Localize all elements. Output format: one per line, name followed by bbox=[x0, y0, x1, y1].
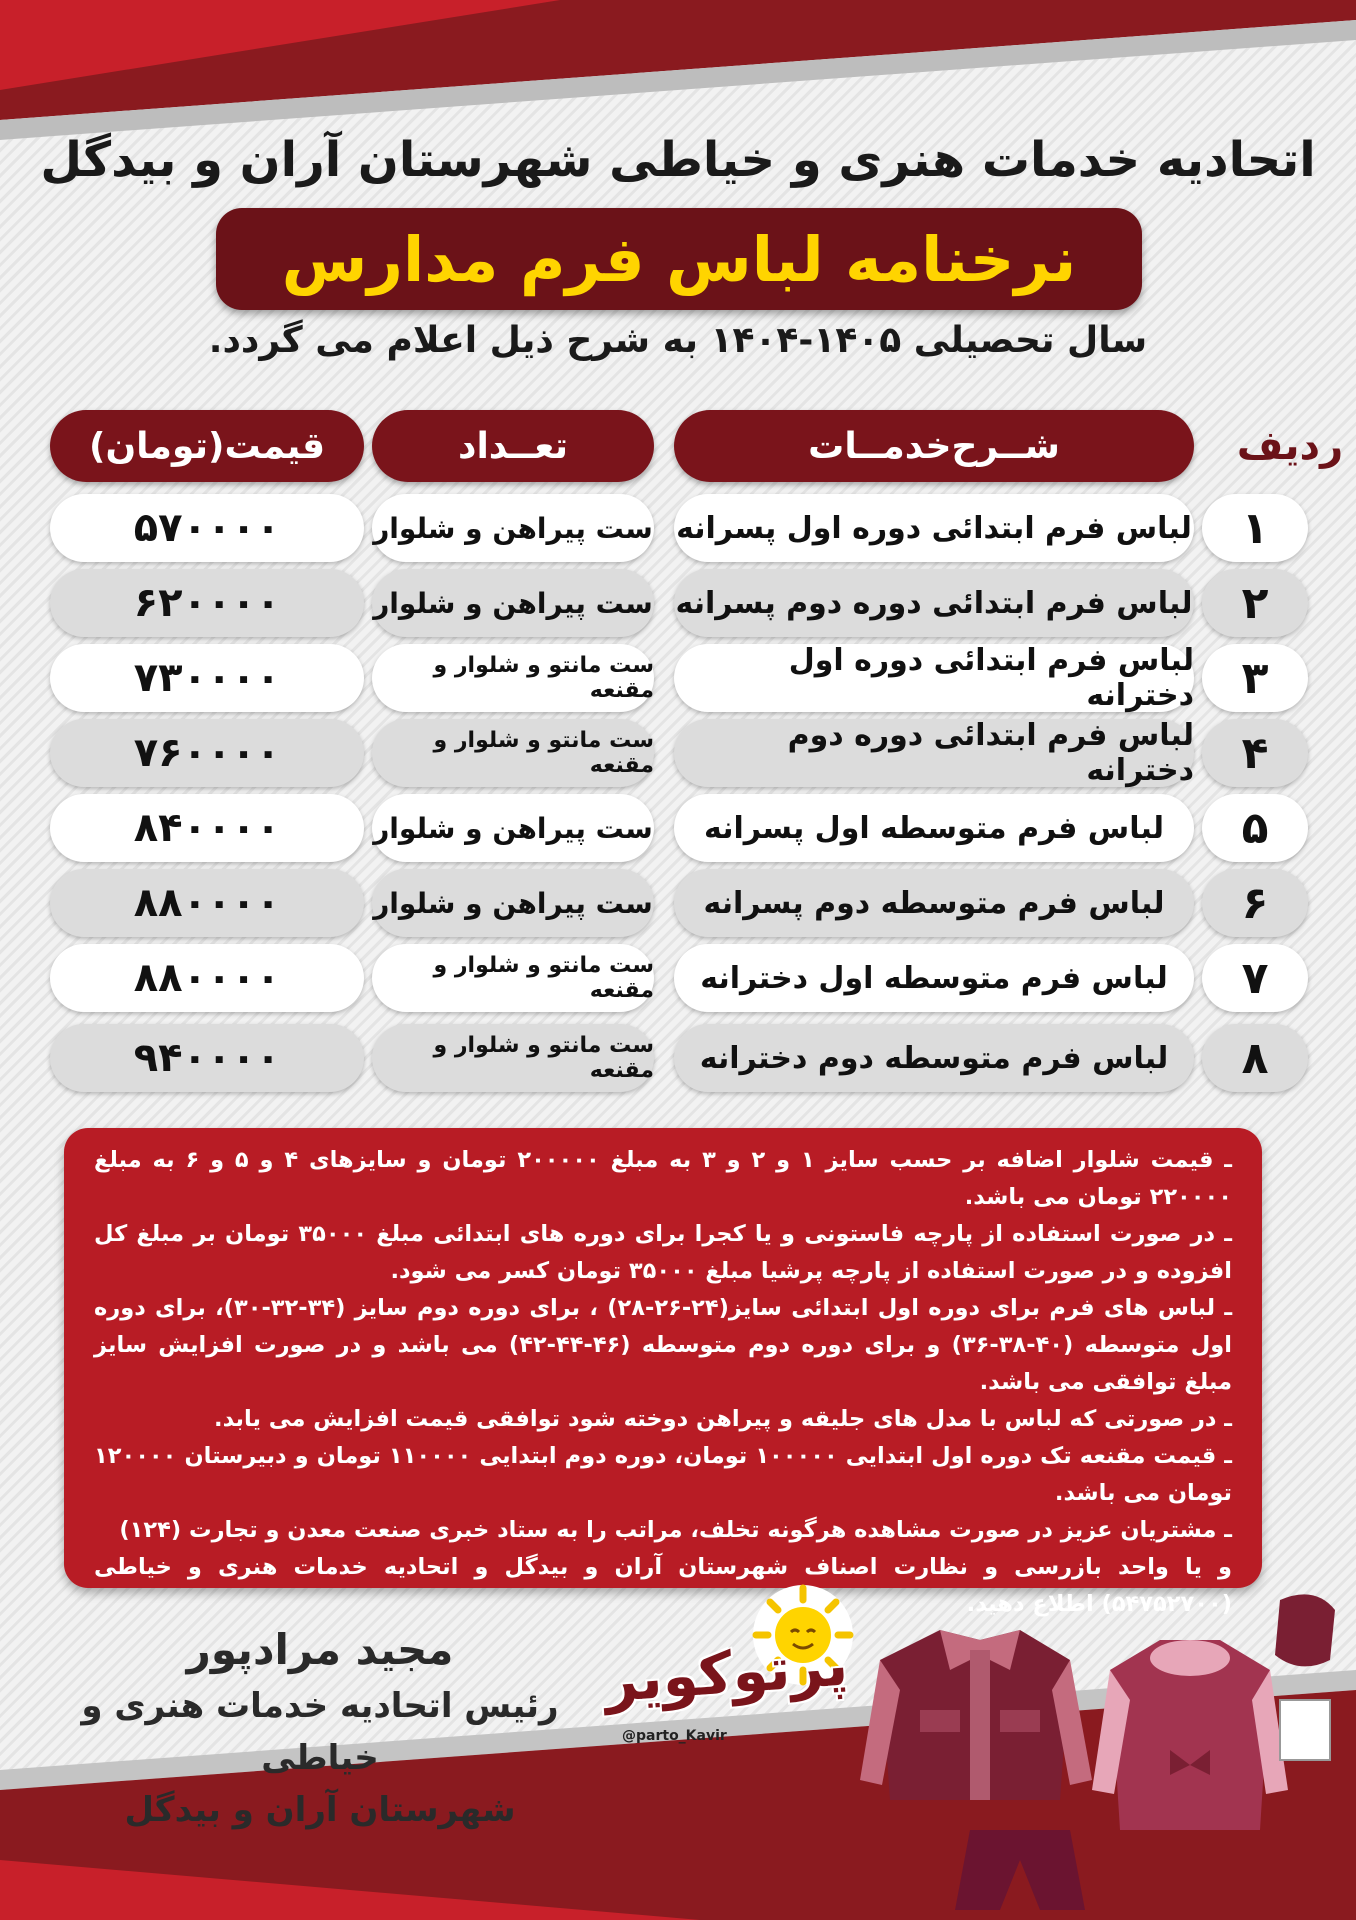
header-row-number: ردیف bbox=[1236, 423, 1344, 469]
row-description: لباس فرم ابتدائی دوره اول پسرانه bbox=[674, 494, 1194, 562]
header-quantity: تعــداد bbox=[372, 410, 654, 482]
notes-panel bbox=[64, 1128, 1262, 1617]
row-quantity: ست مانتو و شلوار و مقنعه bbox=[372, 644, 654, 712]
row-price: ۸۸۰۰۰۰ bbox=[50, 869, 364, 937]
trousers-icon bbox=[955, 1830, 1085, 1910]
row-quantity: ست پیراهن و شلوار bbox=[372, 569, 654, 637]
table-row bbox=[0, 719, 1356, 787]
note-text: ـ مشتریان عزیز در صورت مشاهده هرگونه تخلف، مراتب را به ستاد خبری صنعت معدن و تجارت (۱۲۴) bbox=[119, 1517, 1232, 1543]
row-price: ۵۷۰۰۰۰ bbox=[50, 494, 364, 562]
brand-logo bbox=[602, 1580, 888, 1744]
note-text: ـ قیمت شلوار اضافه بر حسب سایز ۱ و ۲ و ۳ به مبلغ ۲۰۰۰۰۰ تومان و سایزهای ۴ و ۵ و ۶ به مبلغ ۲۲۰۰۰۰ تومان می باشد. bbox=[94, 1147, 1232, 1210]
row-quantity: ست پیراهن و شلوار bbox=[372, 494, 654, 562]
row-description: لباس فرم ابتدائی دوره دوم پسرانه bbox=[674, 569, 1194, 637]
girl-uniform-manteau-icon bbox=[1092, 1640, 1288, 1830]
table-row bbox=[0, 494, 1356, 562]
note-text: ـ لباس های فرم برای دوره اول ابتدائی سایز(۲۴-۲۶-۲۸) ، برای دوره دوم سایز (۳۴-۳۲-۳۰)، برای دوره اول متوسطه (۴۰-۳۸-۳۶) و برای دوره دوم متوسطه (۴۶-۴۴-۴۲) می باشد و در صورت افزایش سایز مبلغ توافقی می باشد. bbox=[94, 1295, 1233, 1395]
table-row bbox=[0, 644, 1356, 712]
row-description: لباس فرم متوسطه دوم پسرانه bbox=[674, 869, 1194, 937]
row-quantity: ست پیراهن و شلوار bbox=[372, 794, 654, 862]
row-description: لباس فرم متوسطه دوم دخترانه bbox=[674, 1024, 1194, 1092]
row-price: ۹۴۰۰۰۰ bbox=[50, 1024, 364, 1092]
header-description: شــرح‌خدمــات bbox=[674, 410, 1194, 482]
row-price: ۷۳۰۰۰۰ bbox=[50, 644, 364, 712]
row-description: لباس فرم متوسطه اول دخترانه bbox=[674, 944, 1194, 1012]
row-quantity: ست مانتو و شلوار و مقنعه bbox=[372, 1024, 654, 1092]
table-row bbox=[0, 944, 1356, 1012]
row-description: لباس فرم متوسطه اول پسرانه bbox=[674, 794, 1194, 862]
main-title-banner bbox=[216, 208, 1142, 310]
signatory-title: رئیس اتحادیه خدمات هنری و خیاطی bbox=[81, 1686, 559, 1778]
row-number: ۲ bbox=[1202, 569, 1308, 637]
row-price: ۸۸۰۰۰۰ bbox=[50, 944, 364, 1012]
row-quantity: ست پیراهن و شلوار bbox=[372, 869, 654, 937]
signatory-name: مجید مرادپور bbox=[186, 1625, 454, 1674]
row-number: ۶ bbox=[1202, 869, 1308, 937]
signature-block bbox=[60, 1620, 580, 1836]
row-price: ۷۶۰۰۰۰ bbox=[50, 719, 364, 787]
signatory-city: شهرستان آران و بیدگل bbox=[124, 1790, 516, 1830]
academic-year-subtitle: سال تحصیلی ۱۴۰۵-۱۴۰۴ به شرح ذیل اعلام می گردد. bbox=[208, 320, 1148, 361]
note-text: ـ قیمت مقنعه تک دوره اول ابتدایی ۱۰۰۰۰۰ تومان، دوره دوم ابتدایی ۱۱۰۰۰۰ تومان و دبیرستان ۱۲۰۰۰۰ تومان می باشد. bbox=[94, 1443, 1232, 1506]
row-number: ۷ bbox=[1202, 944, 1308, 1012]
headscarf-icon bbox=[1275, 1594, 1335, 1760]
row-price: ۸۴۰۰۰۰ bbox=[50, 794, 364, 862]
main-title: نرخنامه لباس فرم مدارس bbox=[281, 222, 1077, 296]
table-row bbox=[0, 869, 1356, 937]
row-price: ۶۲۰۰۰۰ bbox=[50, 569, 364, 637]
row-number: ۱ bbox=[1202, 494, 1308, 562]
row-description: لباس فرم ابتدائی دوره دوم دخترانه bbox=[674, 719, 1194, 787]
row-quantity: ست مانتو و شلوار و مقنعه bbox=[372, 719, 654, 787]
table-row bbox=[0, 1024, 1356, 1092]
table-row bbox=[0, 569, 1356, 637]
note-text: ـ در صورت استفاده از پارچه فاستونی و یا کجرا برای دوره های ابتدائی مبلغ ۳۵۰۰۰ تومان بر مبلغ کل افزوده و در صورت استفاده از پارچه پرشیا مبلغ ۳۵۰۰۰ تومان کسر می شود. bbox=[94, 1221, 1232, 1284]
note-text: و یا واحد بازرسی و نظارت اصناف شهرستان آران و بیدگل و اتحادیه خدمات هنری و خیاطی (۵۴۷۵۲۷۰۰) اطلاع دهید. bbox=[94, 1554, 1232, 1617]
row-number: ۳ bbox=[1202, 644, 1308, 712]
row-number: ۸ bbox=[1202, 1024, 1308, 1092]
note-text: ـ در صورتی که لباس با مدل های جلیقه و پیراهن دوخته شود توافقی قیمت افزایش می یابد. bbox=[214, 1406, 1232, 1432]
table-row bbox=[0, 794, 1356, 862]
school-uniform-illustration bbox=[860, 1580, 1340, 1920]
header-price: قیمت(تومان) bbox=[50, 410, 364, 482]
row-number: ۵ bbox=[1202, 794, 1308, 862]
row-quantity: ست مانتو و شلوار و مقنعه bbox=[372, 944, 654, 1012]
boy-uniform-shirt-icon bbox=[860, 1630, 1092, 1800]
brand-handle: @parto_Kavir bbox=[622, 1728, 727, 1744]
row-number: ۴ bbox=[1202, 719, 1308, 787]
row-description: لباس فرم ابتدائی دوره اول دخترانه bbox=[674, 644, 1194, 712]
union-title: اتحادیه خدمات هنری و خیاطی شهرستان آران و بیدگل bbox=[40, 132, 1316, 188]
brand-name: پرتوکویر bbox=[602, 1630, 851, 1716]
